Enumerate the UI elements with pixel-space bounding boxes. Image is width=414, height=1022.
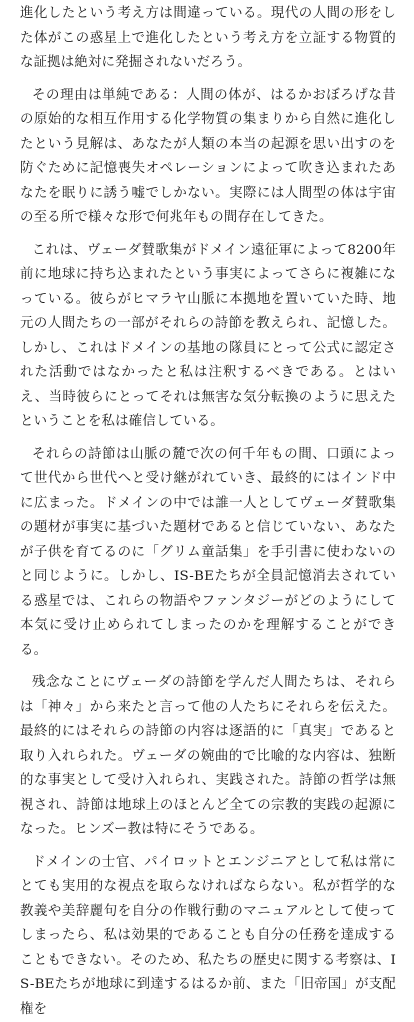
paragraph: その理由は単純である：人間の体が、はるかおぼろげな昔の原始的な相互作用する化学物質の集まりから自然に進化したという見解は、あなたが人類の本当の起源を思い出すのを防ぐために記憶喪失オペレーションによって吹き込まれたあなたを眠りに誘う嘘でしかない。実際には人間型の体は宇宙の至る所で様々な形で何兆年もの間存在してきた。 [20,84,396,231]
paragraph: それらの詩節は山脈の麓で次の何千年もの間、口頭によって世代から世代へと受け継がれていき、最終的にはインド中に広まった。ドメインの中では誰一人としてヴェーダ賛歌集の題材が事実に基づいた題材であると信じていない、あなたが子供を育てるのに「グリム童話集」を手引書に使わないのと同じように。しかし、IS-BEたちが全員記憶消去されている惑星では、これらの物語やファンタジーがどのようにして本気に受け止められてしまったのかを理解することができる。 [20,443,396,664]
paragraph: 進化したという考え方は間違っている。現代の人間の形をした体がこの惑星上で進化したという考え方を立証する物質的な証拠は絶対に発掘されないだろう。 [20,2,396,76]
paragraph: これは、ヴェーダ賛歌集がドメイン遠征軍によって8200年前に地球に持ち込まれたという事実によってさらに複雑になっている。彼らがヒマラヤ山脈に本拠地を置いていた時、地元の人間たちの一部がそれらの詩節を教えられ、記憶した。しかし、これはドメインの基地の隊員にとって公式に認定された活動ではなかったと私は注釈するべきである。とはいえ、当時彼らにとってそれは無害な気分転換のように思えたということを私は確信している。 [20,239,396,435]
paragraph: 残念なことにヴェーダの詩節を学んだ人間たちは、それらは「神々」から来たと言って他の人たちにそれらを伝えた。最終的にはそれらの詩節の内容は逐語的に「真実」であると取り入れられた。ヴェーダの婉曲的で比喩的な内容は、独断的な事実として受け入れられ、実践された。詩節の哲学は無視され、詩節は地球上のほとんど全ての宗教的実践の起源になった。ヒンズー教は特にそうである。 [20,671,396,843]
paragraph: ドメインの士官、パイロットとエンジニアとして私は常にとても実用的な視点を取らなければならない。私が哲学的な教義や美辞麗句を自分の作戦行動のマニュアルとして使ってしまったら、私は効果的であることも自分の任務を達成することもできない。そのため、私たちの歴史に関する考察は、IS-BEたちが地球に到達するはるか前、また「旧帝国」が支配権を [20,851,396,1022]
